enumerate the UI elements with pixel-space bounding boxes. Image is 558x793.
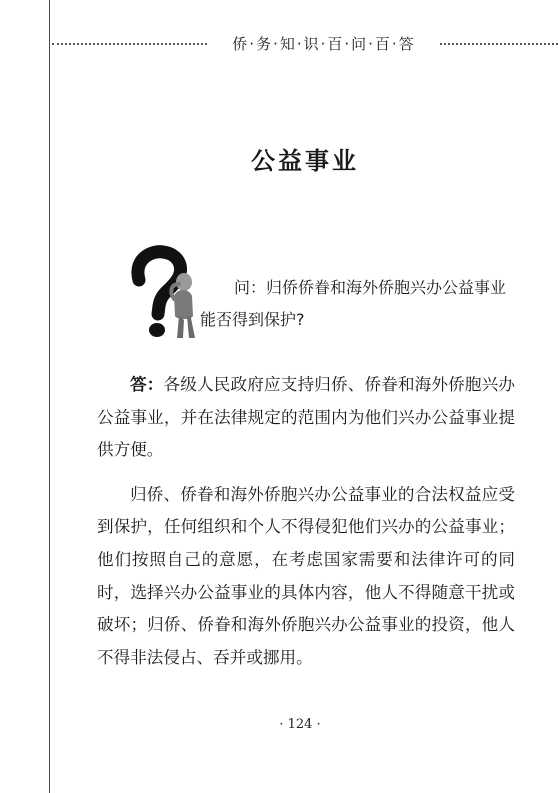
chapter-title: 公益事业 — [251, 147, 359, 175]
running-header — [50, 32, 558, 56]
question-line-2: 能否得到保护? — [200, 310, 305, 329]
question-mark-thinker-icon — [127, 244, 207, 344]
question-line-1: 问：归侨侨眷和海外侨胞兴办公益事业 — [234, 278, 507, 297]
page-number: · 124 · — [279, 717, 321, 732]
question-heading — [200, 272, 530, 336]
answer-paragraph-1 — [97, 369, 515, 467]
header-dotted-rule-right — [440, 43, 558, 45]
page-spine-rule — [49, 0, 50, 793]
header-dotted-rule-left — [52, 43, 207, 45]
answer-paragraph-2: 归侨、侨眷和海外侨胞兴办公益事业的合法权益应受到保护，任何组织和个人不得侵犯他们兴办的公益事业；他们按照自己的意愿，在考虑国家需要和法律许可的同时，选择兴办公益事业的具体内容，他人不得随意干扰或破坏；归侨、侨眷和海外侨胞兴办公益事业的投资，他人不得非法侵占、吞并或挪用。 — [97, 484, 515, 667]
answer-body — [97, 369, 515, 674]
answer-label: 答： — [130, 375, 164, 394]
answer-paragraph-1-text: 各级人民政府应支持归侨、侨眷和海外侨胞兴办公益事业，并在法律规定的范围内为他们兴办公益事业提供方便。 — [97, 375, 516, 460]
running-header-title: 侨·务·知·识·百·问·百·答 — [232, 35, 416, 53]
